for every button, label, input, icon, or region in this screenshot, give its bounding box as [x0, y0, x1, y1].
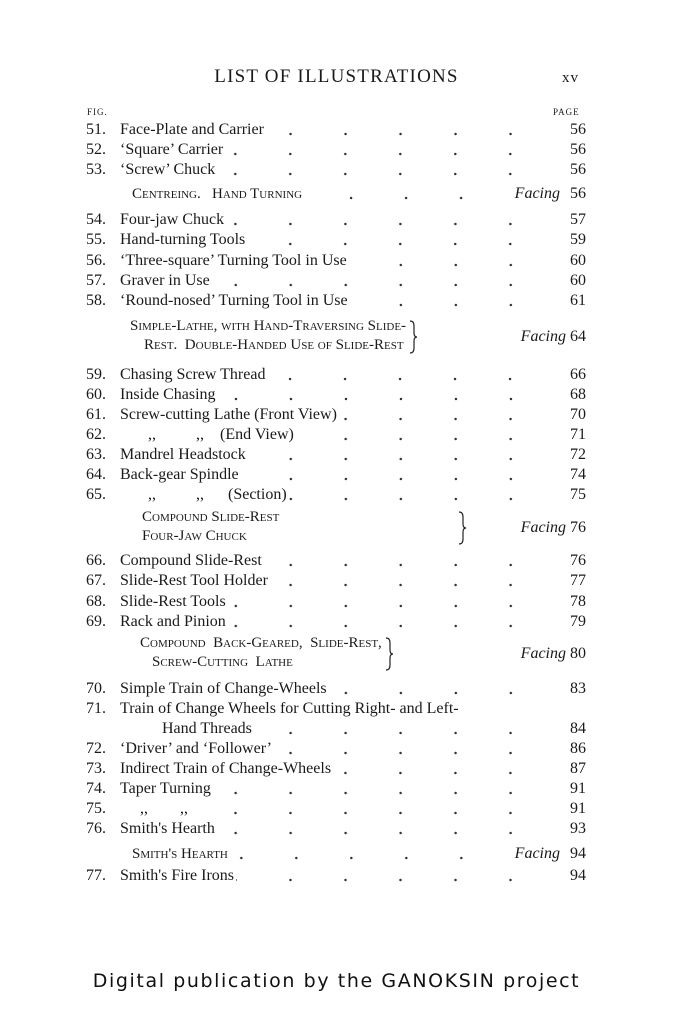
dot-leader — [217, 160, 562, 180]
plate-caption: Centreing. Hand Turning — [132, 185, 303, 202]
list-item — [86, 819, 586, 839]
dot-leader — [254, 719, 562, 739]
figure-number: 57. — [86, 272, 106, 289]
facing-label: Facing — [520, 645, 566, 662]
figure-caption: Compound Slide-Rest — [120, 552, 262, 569]
page-ref: 76 — [570, 552, 586, 569]
list-item — [86, 866, 586, 886]
figure-number: 60. — [86, 386, 106, 403]
dot-leader — [274, 739, 562, 759]
page-ref: 87 — [570, 760, 586, 777]
page-ref: 76 — [570, 519, 586, 536]
figure-number: 55. — [86, 231, 106, 248]
page-title: LIST OF ILLUSTRATIONS — [214, 66, 459, 87]
list-item — [86, 592, 586, 612]
list-item — [86, 465, 586, 485]
page-ref: 84 — [570, 720, 586, 737]
figure-caption: Hand-turning Tools — [120, 231, 246, 248]
list-item — [86, 759, 586, 779]
figure-caption: Inside Chasing — [120, 386, 216, 403]
brace-icon — [458, 511, 466, 545]
facing-label: Facing — [514, 185, 560, 202]
dot-leader — [248, 445, 562, 465]
figure-caption: Rack and Pinion — [120, 613, 226, 630]
figure-caption: Chasing Screw Thread — [120, 366, 266, 383]
figure-number: 56. — [86, 252, 106, 269]
figure-caption: ‘Three-square’ Turning Tool in Use — [120, 252, 347, 269]
page-ref: 56 — [570, 121, 586, 138]
page-ref: 94 — [570, 867, 586, 884]
figure-number: 72. — [86, 740, 106, 757]
list-item — [86, 699, 586, 719]
facing-label: Facing — [514, 845, 560, 862]
figure-number: 66. — [86, 552, 106, 569]
page-ref: 70 — [570, 406, 586, 423]
plate-caption-line-1: Compound Back-Geared, Slide-Rest, — [140, 635, 382, 651]
page-ref: 86 — [570, 740, 586, 757]
page-ref: 83 — [570, 680, 586, 697]
list-item — [86, 251, 586, 271]
figure-number: 70. — [86, 680, 106, 697]
page-ref: 94 — [570, 845, 586, 862]
figure-caption: Mandrel Headstock — [120, 446, 246, 463]
plate-caption-line-2: Rest. Double-Handed Use of Slide-Rest — [144, 337, 404, 353]
dot-leader — [349, 251, 562, 271]
list-item — [86, 210, 586, 230]
figure-caption: Smith's Hearth — [120, 820, 215, 837]
figure-number: 77. — [86, 867, 106, 884]
plate-caption-line-1: Compound Slide-Rest — [142, 509, 280, 525]
page-ref: 56 — [570, 185, 586, 202]
plate-entry — [86, 634, 586, 674]
dot-leader — [226, 210, 562, 230]
list-item — [86, 140, 586, 160]
page-ref: 61 — [570, 292, 586, 309]
page-ref: 93 — [570, 820, 586, 837]
list-item — [86, 844, 586, 864]
dot-leader — [217, 819, 562, 839]
list-item — [86, 719, 586, 739]
list-item — [86, 184, 586, 204]
dot-leader — [212, 271, 562, 291]
figure-caption: ‘Driver’ and ‘Follower’ — [120, 740, 272, 757]
facing-page — [521, 518, 586, 538]
facing-page — [521, 327, 586, 347]
page-ref: 77 — [570, 572, 586, 589]
figure-caption: ‘Round-nosed’ Turning Tool in Use — [120, 292, 348, 309]
figure-caption: Four-jaw Chuck — [120, 211, 225, 228]
figure-caption: Hand Threads — [162, 720, 252, 737]
list-item — [86, 551, 586, 571]
figure-caption: Smith's Fire Irons — [120, 867, 234, 884]
dot-leader — [247, 230, 562, 250]
figure-number: 53. — [86, 161, 106, 178]
list-item — [86, 485, 586, 505]
list-item — [86, 799, 586, 819]
page-ref: 71 — [570, 426, 586, 443]
page-ref: 64 — [570, 328, 586, 345]
dot-leader — [350, 291, 562, 311]
figure-number: 62. — [86, 426, 106, 443]
fig-column-header: FIG. — [87, 107, 108, 117]
figure-number: 58. — [86, 292, 106, 309]
dot-leader — [329, 679, 562, 699]
page-ref: 60 — [570, 272, 586, 289]
dot-leader — [218, 385, 562, 405]
figure-caption: ‘Screw’ Chuck — [120, 161, 216, 178]
dot-leader — [296, 425, 562, 445]
figure-number: 73. — [86, 760, 106, 777]
plate-caption: Smith's Hearth — [132, 845, 228, 862]
figure-number: 68. — [86, 593, 106, 610]
dot-leader — [241, 465, 562, 485]
list-item — [86, 160, 586, 180]
footer-credit: Digital publication by the GANOKSIN project — [92, 970, 581, 992]
facing-page — [521, 644, 586, 664]
figure-caption: Simple Train of Change-Wheels — [120, 680, 327, 697]
figure-number: 52. — [86, 141, 106, 158]
page-ref: 80 — [570, 645, 586, 662]
page-ref: 91 — [570, 780, 586, 797]
figure-caption: Taper Turning — [120, 780, 211, 797]
page-ref: 59 — [570, 231, 586, 248]
dot-leader — [267, 365, 562, 385]
figure-caption: ,, ,, — [120, 800, 188, 817]
figure-caption: Slide-Rest Tools — [120, 593, 226, 610]
figure-number: 59. — [86, 366, 106, 383]
figure-caption: ‘Square’ Carrier — [120, 141, 224, 158]
page-ref: 72 — [570, 446, 586, 463]
figure-number: 75. — [86, 800, 106, 817]
plate-caption-line-2: Screw-Cutting Lathe — [152, 654, 293, 670]
list-item — [86, 445, 586, 465]
facing-label: Facing — [520, 328, 566, 345]
figure-caption: Screw-cutting Lathe (Front View) — [120, 406, 337, 423]
list-item — [86, 779, 586, 799]
figure-caption: ,, ,, (End View) — [120, 426, 294, 443]
dot-leader — [213, 779, 562, 799]
list-item — [86, 612, 586, 632]
page-number: xv — [562, 70, 579, 86]
dot-leader — [225, 140, 562, 160]
dot-leader — [289, 485, 562, 505]
figure-number: 51. — [86, 121, 106, 138]
list-item — [86, 291, 586, 311]
page-column-header: PAGE — [553, 107, 580, 117]
brace-icon — [385, 637, 393, 671]
page-ref: 60 — [570, 252, 586, 269]
figure-number: 54. — [86, 211, 106, 228]
figure-caption: Graver in Use — [120, 272, 210, 289]
figure-caption: ,, ,, (Section) — [120, 486, 287, 503]
list-item — [86, 385, 586, 405]
list-item — [86, 425, 586, 445]
page-ref: 78 — [570, 593, 586, 610]
figure-number: 71. — [86, 700, 106, 717]
list-item — [86, 230, 586, 250]
figure-caption: Back-gear Spindle — [120, 466, 239, 483]
dot-leader — [190, 799, 562, 819]
page-ref: 66 — [570, 366, 586, 383]
page-ref: 68 — [570, 386, 586, 403]
figure-number: 64. — [86, 466, 106, 483]
dot-leader — [228, 612, 562, 632]
figure-number: 61. — [86, 406, 106, 423]
list-item — [86, 120, 586, 140]
figure-caption: Face-Plate and Carrier — [120, 121, 264, 138]
dot-leader — [333, 759, 562, 779]
page-ref: 91 — [570, 800, 586, 817]
dot-leader — [264, 551, 562, 571]
dot-leader — [228, 592, 562, 612]
plate-caption-line-2: Four-Jaw Chuck — [142, 528, 247, 544]
plate-entry — [86, 317, 586, 357]
figure-caption: Slide-Rest Tool Holder — [120, 572, 268, 589]
figure-caption: Train of Change Wheels for Cutting Right- and Left- — [120, 700, 459, 717]
page-ref: 56 — [570, 141, 586, 158]
dot-leader — [270, 571, 562, 591]
figure-number: 65. — [86, 486, 106, 503]
plate-entry — [86, 508, 586, 548]
page-ref: 57 — [570, 211, 586, 228]
figure-number: 63. — [86, 446, 106, 463]
page-ref: 56 — [570, 161, 586, 178]
figure-number: 67. — [86, 572, 106, 589]
plate-caption-line-1: Simple-Lathe, with Hand-Traversing Slide- — [130, 318, 407, 334]
dot-leader — [236, 866, 562, 886]
list-item — [86, 271, 586, 291]
figure-number: 74. — [86, 780, 106, 797]
dot-leader — [339, 405, 562, 425]
page-ref: 75 — [570, 486, 586, 503]
page-ref: 74 — [570, 466, 586, 483]
dot-leader — [304, 184, 513, 204]
figure-number: 76. — [86, 820, 106, 837]
facing-label: Facing — [520, 519, 566, 536]
list-item — [86, 365, 586, 385]
list-item — [86, 571, 586, 591]
dot-leader — [230, 844, 513, 864]
list-item — [86, 739, 586, 759]
page-ref: 79 — [570, 613, 586, 630]
figure-caption: Indirect Train of Change-Wheels — [120, 760, 332, 777]
list-item — [86, 679, 586, 699]
list-item — [86, 405, 586, 425]
figure-number: 69. — [86, 613, 106, 630]
brace-icon — [409, 320, 417, 354]
dot-leader — [266, 120, 562, 140]
